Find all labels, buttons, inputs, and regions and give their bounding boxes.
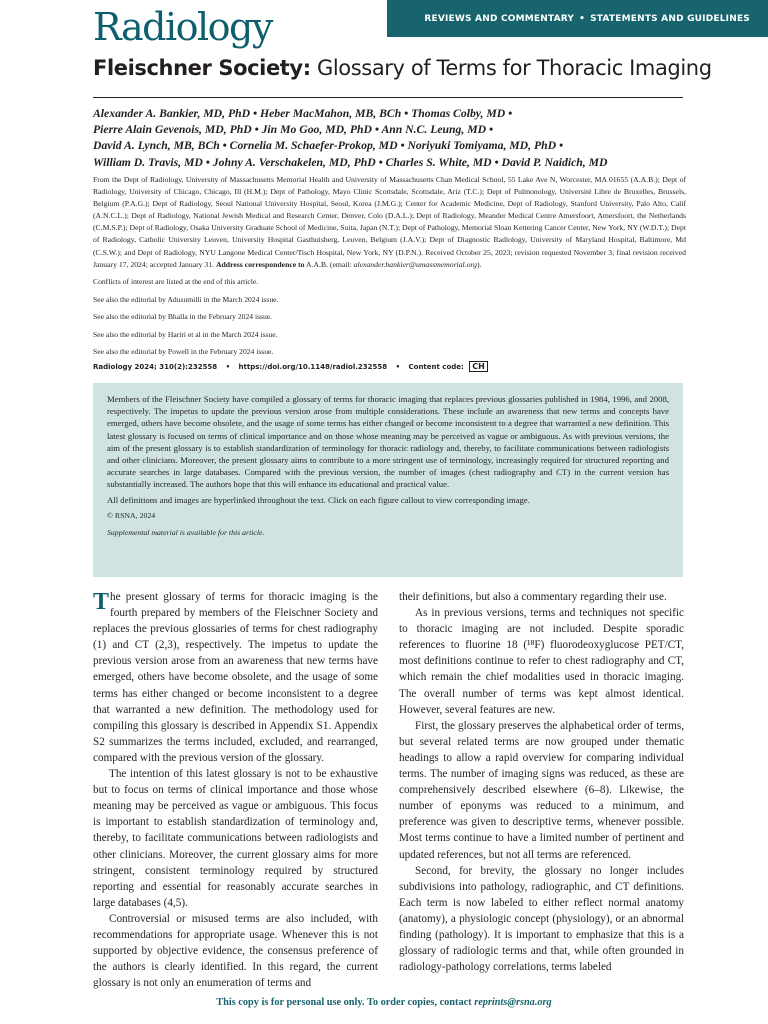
banner-separator: •	[579, 13, 586, 24]
body-paragraph-text: he present glossary of terms for thoracic imaging is the fourth prepared by members of the Fleischner Society and replaces the previous glossaries of terms for chest radiography (1) and CT (2,3), respectively. The impetus to update the previous version arose from an awareness that new terms have emerged, others have become obsolete, and the usage of some terms has either changed or become inconsistent to a degree that warranted a new definition. The methodology used for compiling this glossary is described in Appendix S1. Appendix S2 summarizes the terms included, excluded, and rearranged, compared with the previous version of the glossary.	[93, 591, 378, 764]
editorial-note[interactable]: See also the editorial by Bhalla in the February 2024 issue.	[93, 312, 273, 322]
body-paragraph: their definitions, but also a commentary regarding their use.	[399, 591, 667, 603]
copyright-notice: © RSNA, 2024	[107, 510, 156, 520]
supplemental-note: Supplemental material is available for this article.	[107, 528, 265, 538]
editorial-note[interactable]: See also the editorial by Powell in the February 2024 issue.	[93, 347, 274, 357]
body-paragraph: As in previous versions, terms and techniques not specific to thoracic imaging are not included. Despite sporadic references to fluorine 18 (¹⁸F) fluorodeoxyglucose PET/CT, most definitions continue to refer to chest radiography and CT, which remain the chief modalities used in thoracic imaging. The overall number of terms was kept almost identical. However, several features are new.	[399, 607, 684, 716]
section-banner	[387, 0, 768, 37]
author-line: Pierre Alain Gevenois, MD, PhD • Jin Mo Goo, MD, PhD • Ann N.C. Leung, MD •	[93, 123, 494, 137]
reprints-email-link[interactable]: reprints@rsna.org	[474, 997, 552, 1008]
body-paragraph: Second, for brevity, the glossary no longer includes subdivisions into pathology, radiographic, and CT definitions. Each term is now labeled to either reflect normal anatomy (anatomy), a physiologic concept (physiology), or an abnormal finding (pathology). It is important to emphasize that this is a glossary of radiologic terms and that, while often grounded in radiology-pathology correlations, terms labeled	[399, 864, 684, 974]
editorial-note[interactable]: See also the editorial by Hariri et al in the March 2024 issue.	[93, 329, 278, 339]
author-line: David A. Lynch, MB, BCh • Cornelia M. Schaefer-Prokop, MD • Noriyuki Tomiyama, MD, PhD •	[93, 139, 564, 153]
correspondence-text: A.A.B. (email:	[304, 259, 354, 269]
title-rule	[93, 97, 683, 98]
footer-text: This copy is for personal use only. To order copies, contact	[216, 997, 475, 1008]
author-line: Alexander A. Bankier, MD, PhD • Heber MacMahon, MB, BCh • Thomas Colby, MD •	[93, 107, 513, 120]
banner-category: STATEMENTS AND GUIDELINES	[590, 13, 750, 24]
drop-cap: T	[93, 589, 110, 615]
article-notes	[93, 277, 683, 365]
banner-section: REVIEWS AND COMMENTARY	[424, 13, 575, 24]
body-column-right	[399, 589, 684, 975]
body-paragraph: Controversial or misused terms are also included, with recommendations for appropriate usage. Whenever this is not supported by objective evidence, the consensus preference of the authors is clearly identified. In this regard, the current glossary is not only an enumeration of terms and	[93, 912, 378, 990]
content-code-badge: CH	[469, 361, 488, 372]
body-column-left	[93, 589, 378, 991]
affiliations	[93, 174, 686, 271]
affiliations-text: From the Dept of Radiology, University of Massachusetts Memorial Health and University of Massachusetts Chan Medical School, 55 Lake Ave N, Worcester, MA 01655 (A.A.B.); Dept of Radiology, University of Chicago, Chicago, Ill (H.M.); Dept of Pathology, Mayo Clinic Scottsdale, Scottsdale, Ariz (T.C.); Dept of Pulmonology, Université Libre de Bruxelles, Brussels, Belgium (P.A.G.); Dept of Radiology, Seoul National University Hospital, Seoul, Korea (J.M.G.); Center for Academic Medicine, Dept of Radiology, Stanford University, Palo Alto, Calif (A.N.C.L.); Dept of Radiology, National Jewish Medical and Research Center, Denver, Colo (D.A.L.); Dept of Radiology, Meander Medical Centre Amersfoort, Amersfoort, the Netherlands (C.M.S.P.); Dept of Radiology, Osaka University Graduate School of Medicine, Suita, Japan (N.T.); Dept of Pathology, Memorial Sloan Kettering Cancer Center, New York, NY (W.D.T.); Dept of Radiology, Catholic University Leuven, University Hospital Gasthuisberg, Leuven, Belgium (J.A.V.); Dept of Diagnostic Radiology, University of Maryland Hospital, Baltimore, Md (C.S.W.); and Dept of Radiology, NYU Langone Medical Center/Tisch Hospital, New York, NY (D.P.N.). Received October 25, 2023; revision requested November 3; final revision received January 17, 2024; accepted January 31.	[93, 175, 686, 269]
editorial-note[interactable]: See also the editorial by Adusumilli in the March 2024 issue.	[93, 294, 279, 304]
body-paragraph: First, the glossary preserves the alphabetical order of terms, but several related terms are now grouped under thematic headings to allow a rapid overview for comparing individual terms. The number of imaging signs was reduced, as these are comprehensively described elsewhere (6–8). Likewise, the number of eponyms was reduced to a minimum, and preference was given to descriptive terms, whenever possible. Most terms continue to have a limited number of pertinent and updated references, but not all terms are referenced.	[399, 719, 684, 861]
correspondence-label: Address correspondence to	[215, 259, 305, 269]
citation-bullet: •	[225, 363, 231, 371]
conflicts-note: Conflicts of interest are listed at the end of this article.	[93, 277, 259, 286]
body-paragraph: The intention of this latest glossary is not to be exhaustive but to focus on terms of clinical importance and those whose meaning may be perceived as vague or ambiguous. This focus is important to establish standardization of terminology and, thereby, to facilitate communications between radiologists and other clinicians. Moreover, the current glossary aims for more stringent, consistent terminology required by structured reporting and essential for reasonably accurate searches in large databases (4,5).	[93, 768, 378, 909]
correspondence-email-link[interactable]: alexander.bankier@umassmemorial.org	[353, 259, 477, 269]
correspondence-end: ).	[477, 259, 482, 269]
page-footer	[0, 997, 768, 1008]
abstract-paragraph: Members of the Fleischner Society have compiled a glossary of terms for thoracic imaging that replaces previous glossaries published in 1984, 1996, and 2008, respectively. The impetus to update the previous version arose from multiple considerations. These include an awareness that new terms and concepts have emerged, others have become obsolete, and the usage of some terms has either changed or become inconsistent to a degree that warranted a new definition. This latest glossary is focused on terms of clinical importance and on those whose meaning may be perceived as vague or ambiguous. As with previous versions, the aim of the present glossary is to establish standardization of terminology for thoracic radiology and, thereby, to facilitate communications between radiologists and other clinicians. Moreover, the present glossary aims to contribute to a more stringent use of terminology, increasingly required for structured reporting and accurate searches in large databases. Compared with the previous version, the number of images (chest radiography and CT) in the current version has substantially increased. The authors hope that this will enhance its educational and practical value.	[107, 394, 669, 490]
title-main: Glossary of Terms for Thoracic Imaging	[310, 56, 712, 80]
doi-link[interactable]: https://doi.org/10.1148/radiol.232558	[238, 363, 388, 371]
citation-line	[93, 361, 488, 372]
abstract-hyperlink-note: All definitions and images are hyperlinked throughout the text. Click on each figure callout to view corresponding image.	[107, 494, 530, 505]
title-society: Fleischner Society:	[93, 56, 311, 80]
author-list	[93, 106, 693, 171]
citation-bullet: •	[395, 363, 401, 371]
body-paragraph	[93, 589, 378, 766]
author-line: William D. Travis, MD • Johny A. Verschakelen, MD, PhD • Charles S. White, MD • David P. Naidich, MD	[93, 155, 608, 169]
citation-journal: Radiology 2024; 310(2):232558	[93, 363, 218, 371]
abstract-box	[93, 383, 683, 577]
content-code-label: Content code:	[408, 363, 464, 371]
journal-logo: Radiology	[93, 5, 272, 49]
article-title	[93, 56, 712, 80]
